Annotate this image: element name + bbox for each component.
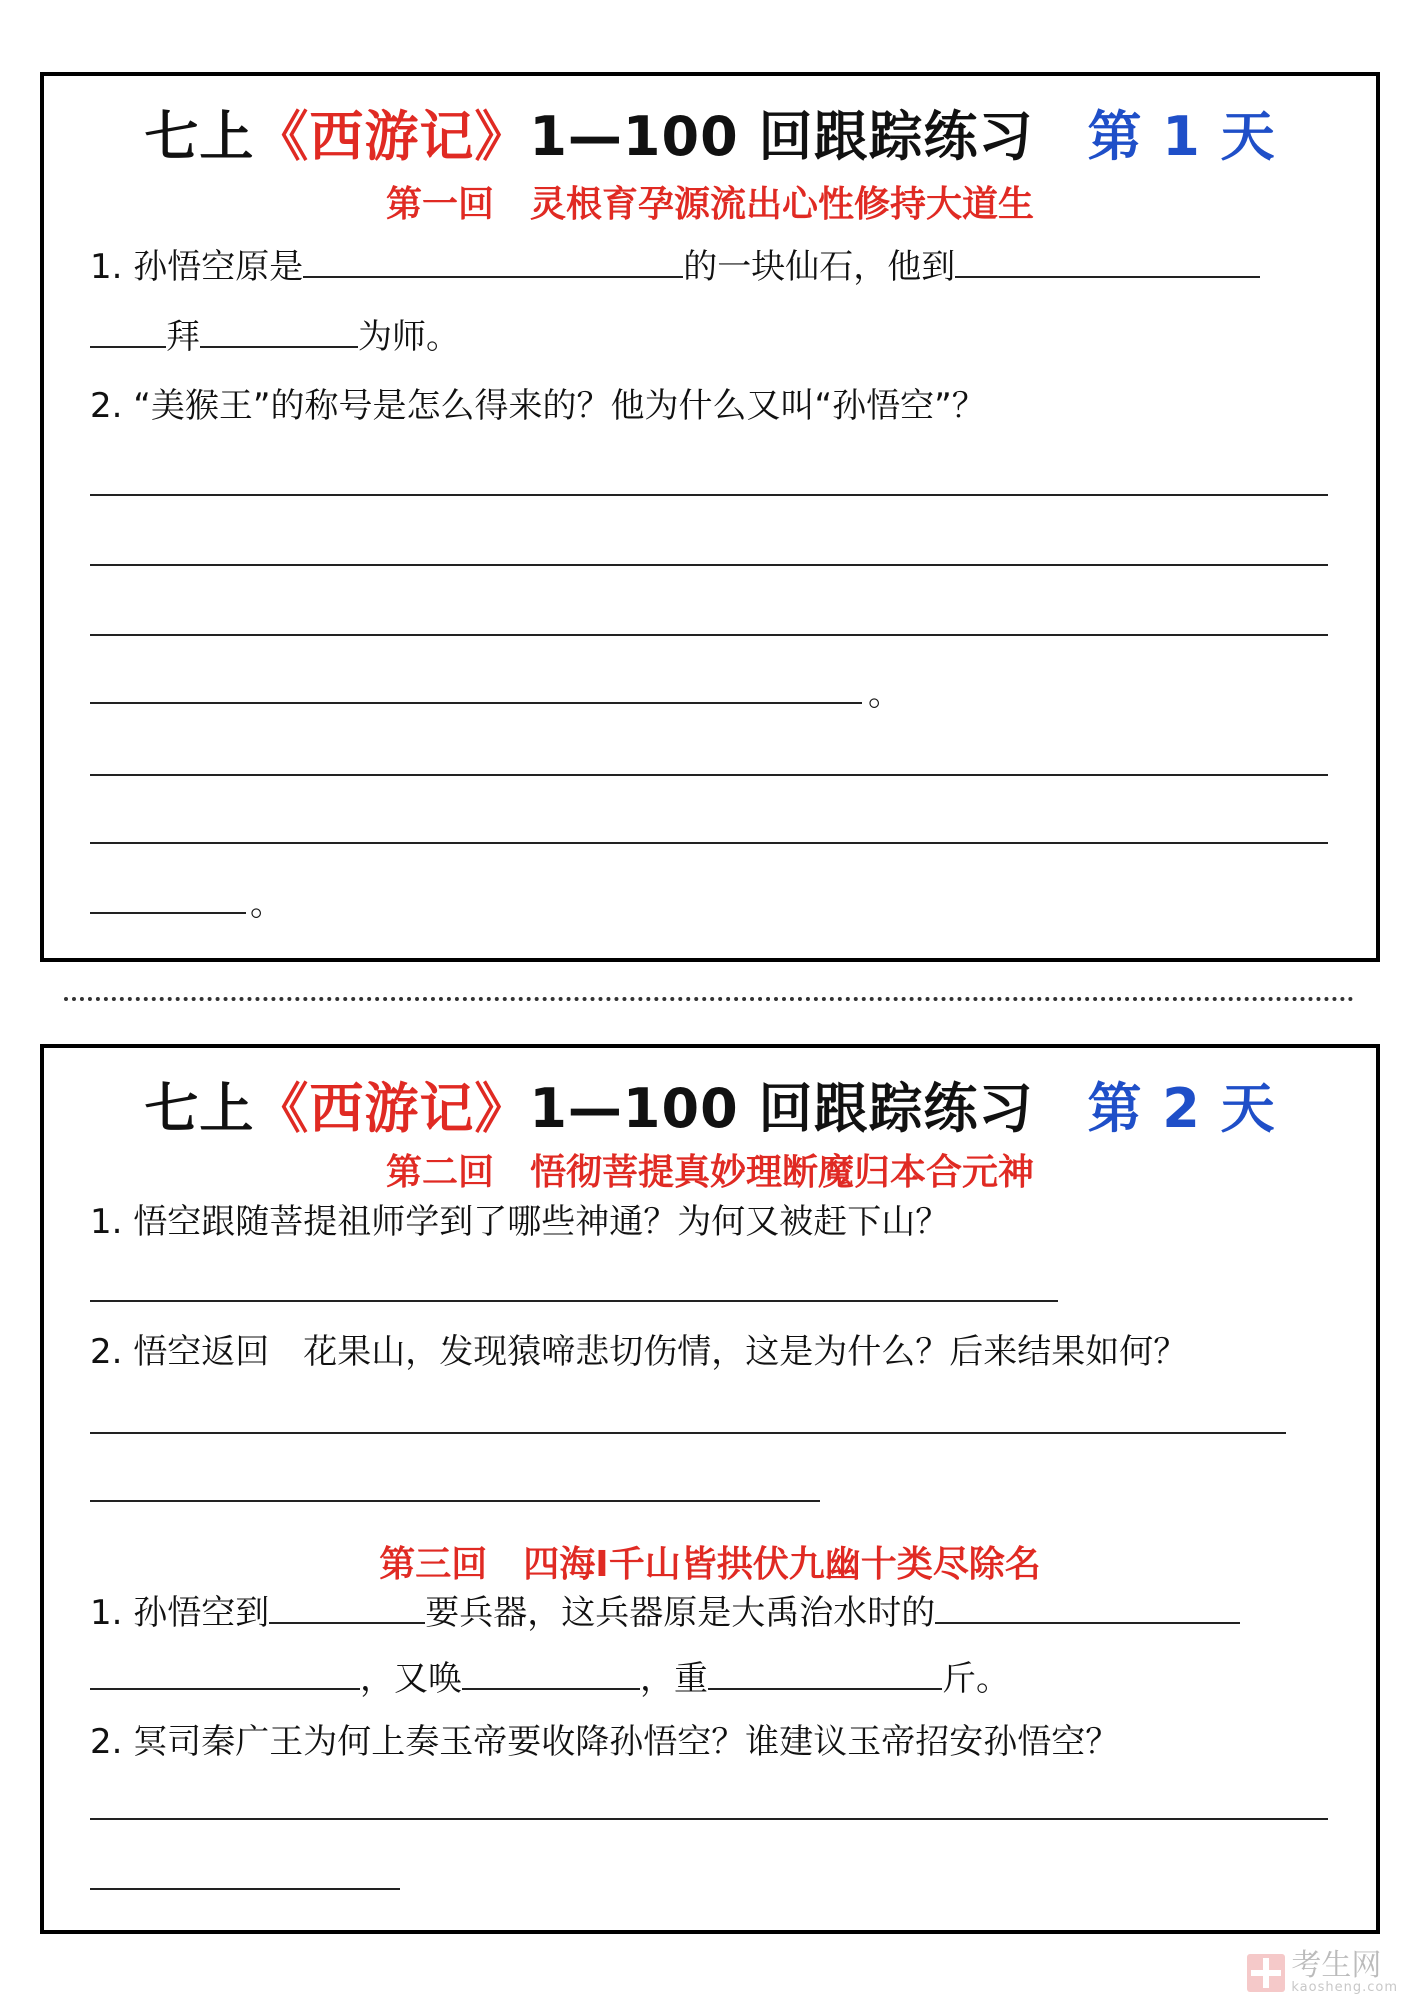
answer-line[interactable] (90, 1888, 400, 1890)
answer-blank[interactable] (90, 314, 166, 348)
question-number: 2. (90, 1722, 123, 1762)
title-prefix: 七上 (144, 105, 255, 168)
question-text: 要兵器，这兵器原是大禹治水时的 (425, 1593, 936, 1633)
question-1-continued (90, 314, 1332, 359)
answer-line[interactable] (90, 912, 246, 914)
logo-domain: kaosheng.com (1291, 1980, 1398, 1995)
question-number: 1. (90, 1202, 123, 1242)
answer-line[interactable] (90, 774, 1328, 776)
chapter-number: 第二回 (385, 1152, 494, 1193)
answer-line[interactable] (90, 1818, 1328, 1820)
answer-line[interactable] (90, 634, 1328, 636)
question-number: 2. (90, 1332, 123, 1372)
chapter-title: 四海Ⅰ千山皆拱伏九幽十类尽除名 (523, 1544, 1041, 1585)
exercise-card-day1 (40, 72, 1380, 962)
title-suffix: 1—100 回跟踪练习 (529, 105, 1034, 168)
period-mark: 。 (250, 884, 284, 924)
answer-line[interactable] (90, 494, 1328, 496)
title-book: 《西游记》 (254, 1077, 530, 1140)
day-label: 第 1 天 (1087, 105, 1276, 168)
question-number: 1. (90, 247, 123, 287)
question-text: 冥司秦广王为何上奏玉帝要收降孙悟空？谁建议玉帝招安孙悟空？ (133, 1722, 1120, 1762)
chapter3-question-1-continued (90, 1656, 1332, 1701)
logo-name: 考生网 (1291, 1948, 1382, 1983)
question-text: 的一块仙石，他到 (683, 247, 956, 287)
chapter-heading (44, 1536, 1376, 1587)
answer-line[interactable] (90, 702, 862, 704)
chapter2-question-1 (90, 1200, 1332, 1244)
period-mark: 。 (868, 674, 902, 714)
question-text: 斤。 (942, 1659, 1010, 1699)
cut-line (64, 997, 1354, 1001)
answer-line[interactable] (90, 1500, 820, 1502)
title-book: 《西游记》 (254, 105, 530, 168)
chapter-heading (44, 1144, 1376, 1195)
answer-blank[interactable] (303, 244, 683, 278)
chapter-number: 第一回 (385, 184, 494, 225)
answer-blank[interactable] (269, 1590, 425, 1624)
question-number: 1. (90, 1593, 123, 1633)
exercise-card-day2 (40, 1044, 1380, 1934)
chapter-heading (44, 176, 1376, 227)
question-text: ，又唤 (360, 1659, 462, 1699)
answer-blank[interactable] (955, 244, 1260, 278)
chapter-number: 第三回 (379, 1544, 488, 1585)
chapter3-question-1 (90, 1590, 1332, 1635)
chapter3-question-2 (90, 1720, 1332, 1764)
answer-line[interactable] (90, 1432, 1286, 1434)
answer-blank[interactable] (462, 1656, 640, 1690)
worksheet-title (44, 1066, 1376, 1143)
worksheet-title (44, 94, 1376, 171)
question-2 (90, 384, 1332, 428)
answer-blank[interactable] (90, 1656, 360, 1690)
question-text: 孙悟空到 (133, 1593, 270, 1633)
answer-line[interactable] (90, 842, 1328, 844)
question-text: 拜 (166, 317, 200, 357)
question-text: ，重 (640, 1659, 708, 1699)
answer-line[interactable] (90, 564, 1328, 566)
answer-blank[interactable] (935, 1590, 1240, 1624)
question-text: 为师。 (358, 317, 460, 357)
question-number: 2. (90, 386, 123, 426)
answer-blank[interactable] (708, 1656, 942, 1690)
title-prefix: 七上 (144, 1077, 255, 1140)
question-text: 孙悟空原是 (133, 247, 304, 287)
logo-icon (1247, 1954, 1285, 1992)
question-text: 悟空跟随菩提祖师学到了哪些神通？为何又被赶下山？ (133, 1202, 950, 1242)
day-label: 第 2 天 (1087, 1077, 1276, 1140)
answer-line[interactable] (90, 1300, 1058, 1302)
question-1 (90, 244, 1332, 289)
answer-blank[interactable] (200, 314, 358, 348)
watermark-logo (1247, 1948, 1398, 1995)
chapter-title: 灵根育孕源流出心性修持大道生 (530, 184, 1035, 225)
chapter2-question-2 (90, 1330, 1332, 1374)
title-suffix: 1—100 回跟踪练习 (529, 1077, 1034, 1140)
question-text: 悟空返回 花果山，发现猿啼悲切伤情，这是为什么？后来结果如何？ (133, 1332, 1188, 1372)
question-text: “美猴王”的称号是怎么得来的？他为什么又叫“孙悟空”？ (133, 386, 986, 426)
chapter-title: 悟彻菩提真妙理断魔归本合元神 (530, 1152, 1035, 1193)
